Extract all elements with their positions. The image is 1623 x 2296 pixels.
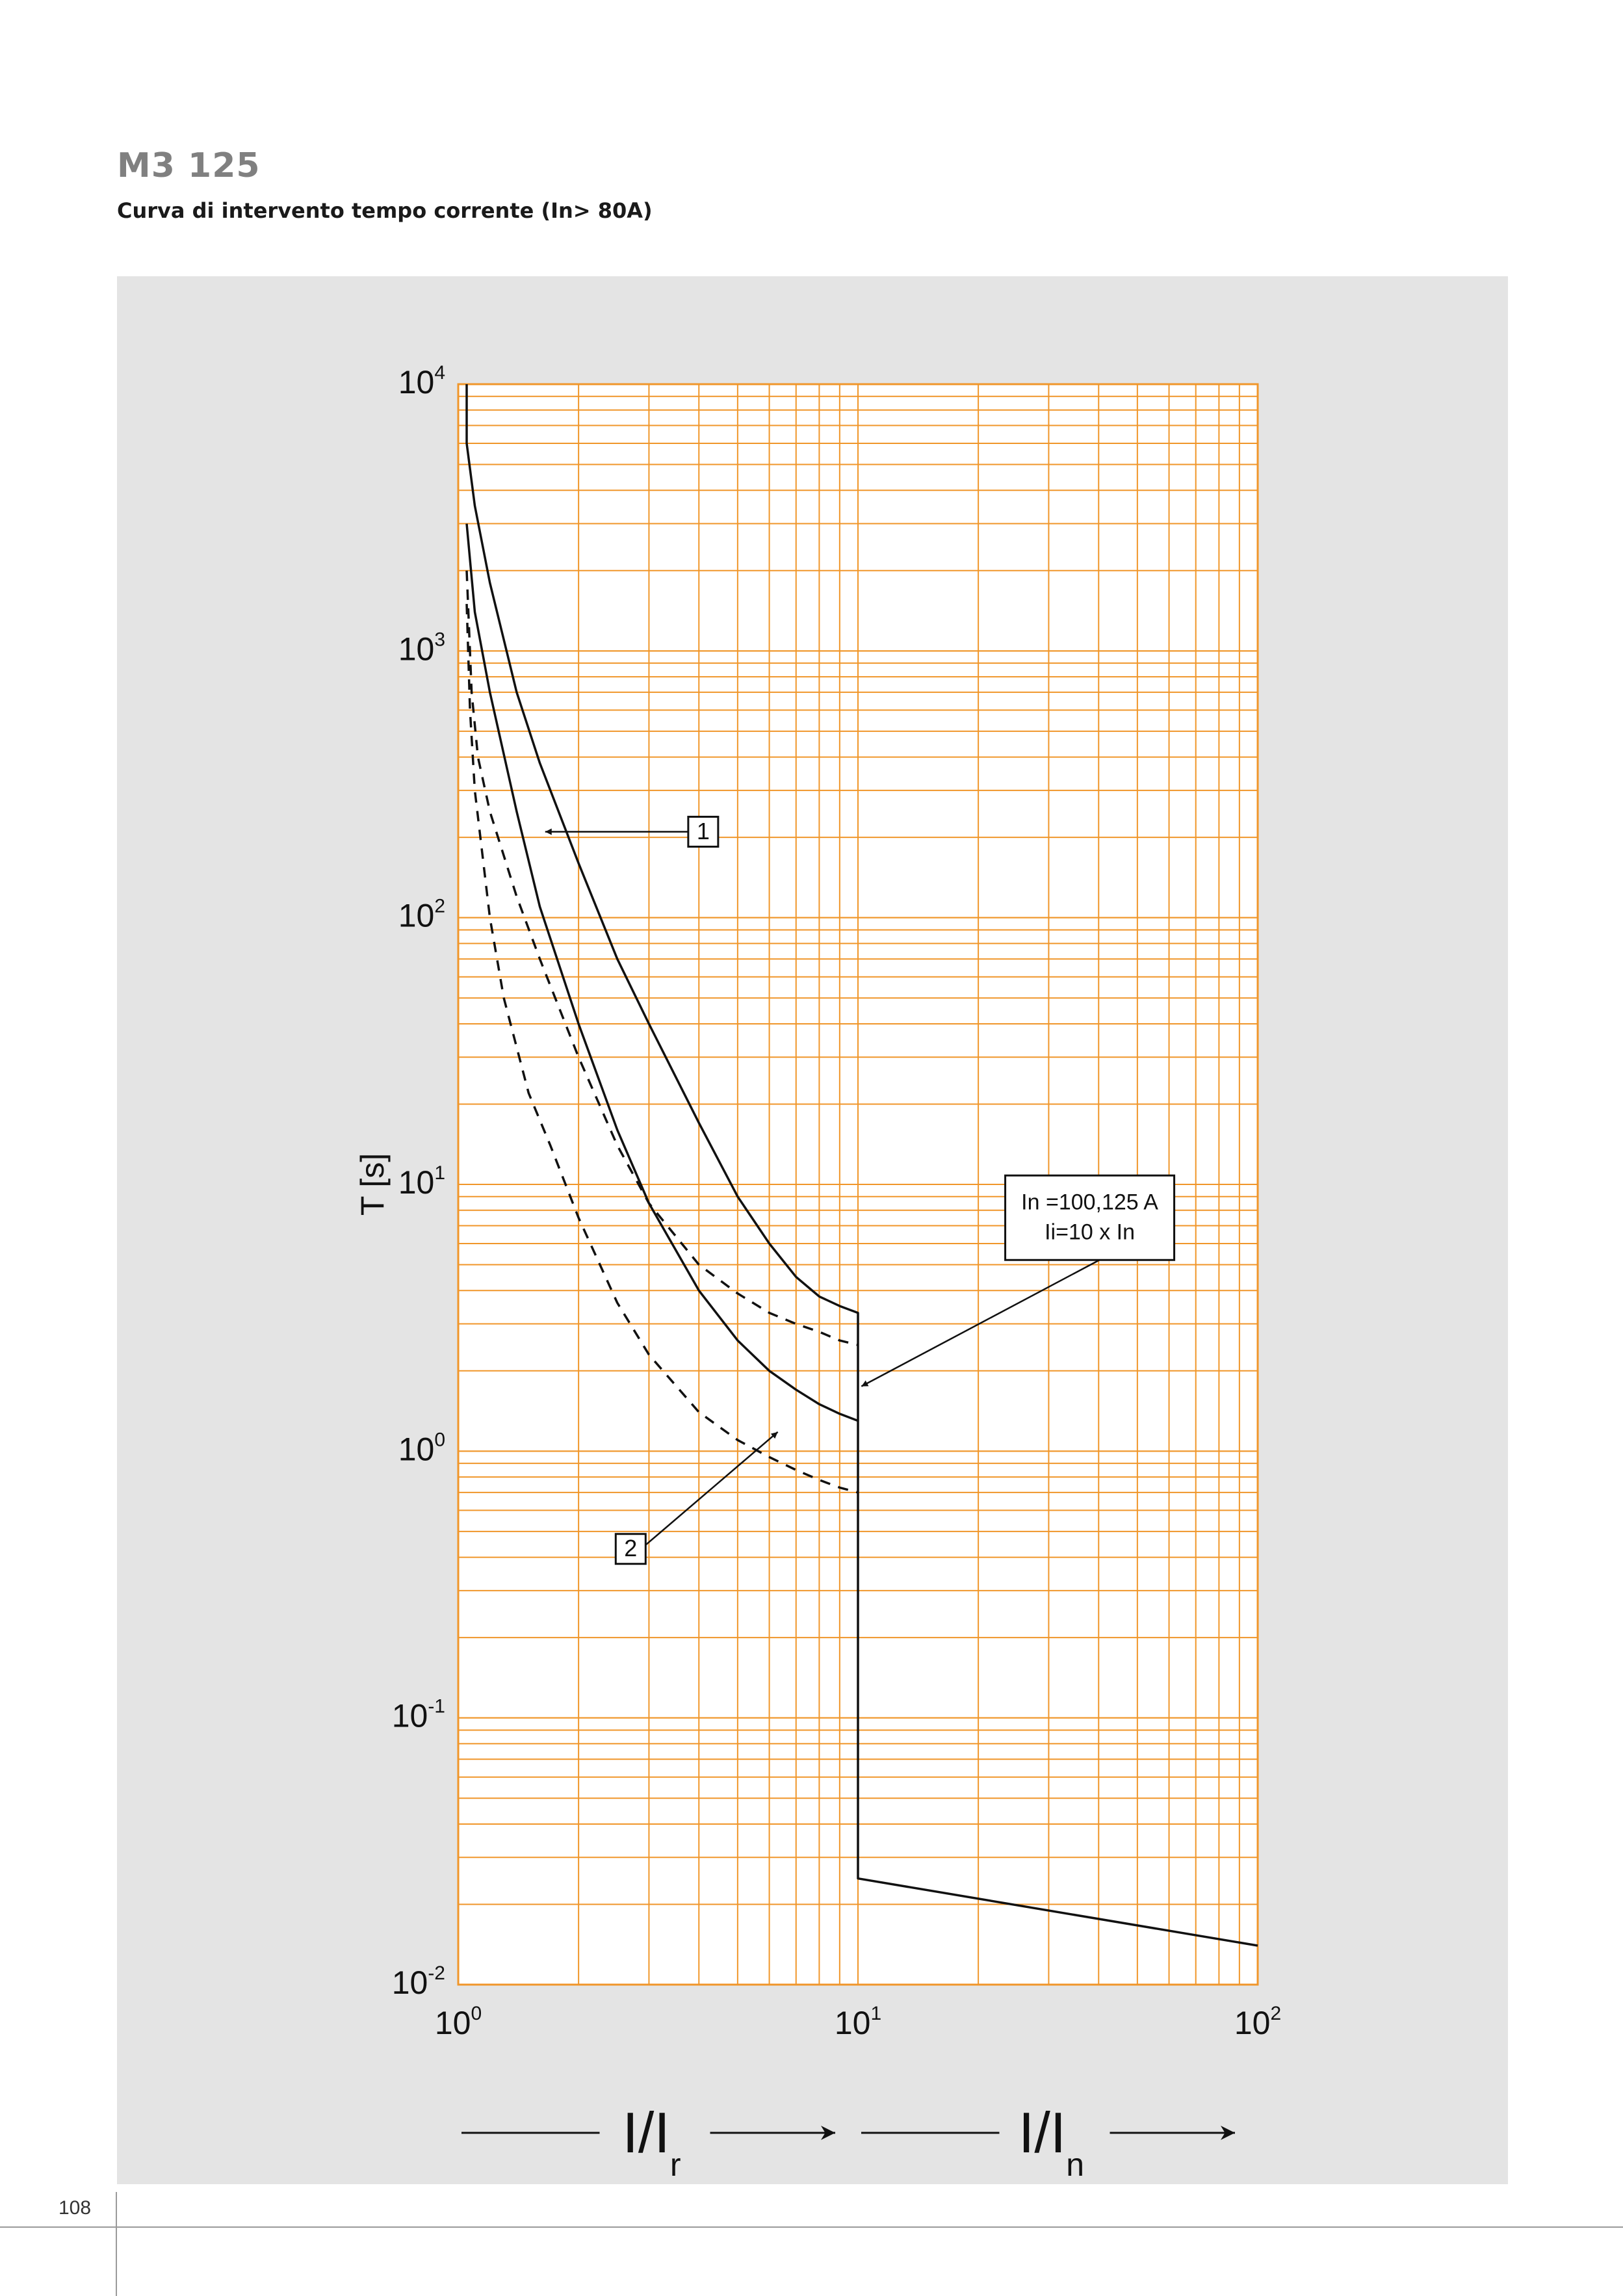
y-tick-label: $10^0$ [398,1429,445,1468]
annotation-text: In =100,125 A [1021,1190,1158,1215]
y-tick-label: $10^4$ [398,362,445,400]
page-title: M3 125 [117,146,261,185]
page-subtitle: Curva di intervento tempo corrente (In> 80A) [117,198,653,223]
x-axis-label-r [461,2100,835,2183]
annotation-number: 2 [624,1535,638,1562]
footer-rule-vertical [116,2192,117,2296]
axis-label-text: $I/I_r$ [622,2100,681,2183]
page-number: 108 [58,2197,92,2219]
x-axis-label-n [861,2100,1235,2183]
x-tick-label: $10^0$ [434,2003,482,2041]
y-tick-label: $10^3$ [398,629,445,668]
y-tick-label: $10^{-2}$ [391,1963,445,2001]
x-tick-label: $10^1$ [834,2003,882,2041]
y-axis-label: T [s] [354,1153,391,1216]
annotation-box [1006,1175,1175,1260]
trip-curve-chart [117,276,1508,2184]
annotation-number: 1 [696,817,710,844]
chart-panel [117,276,1508,2184]
y-tick-label: $10^1$ [398,1162,445,1201]
x-tick-label: $10^2$ [1234,2003,1282,2041]
annotation-text: Ii=10 x In [1045,1220,1136,1245]
footer-rule [0,2226,1623,2228]
y-tick-label: $10^{-1}$ [391,1695,445,1734]
y-tick-label: $10^2$ [398,895,445,934]
axis-label-text: $I/I_n$ [1018,2100,1085,2183]
